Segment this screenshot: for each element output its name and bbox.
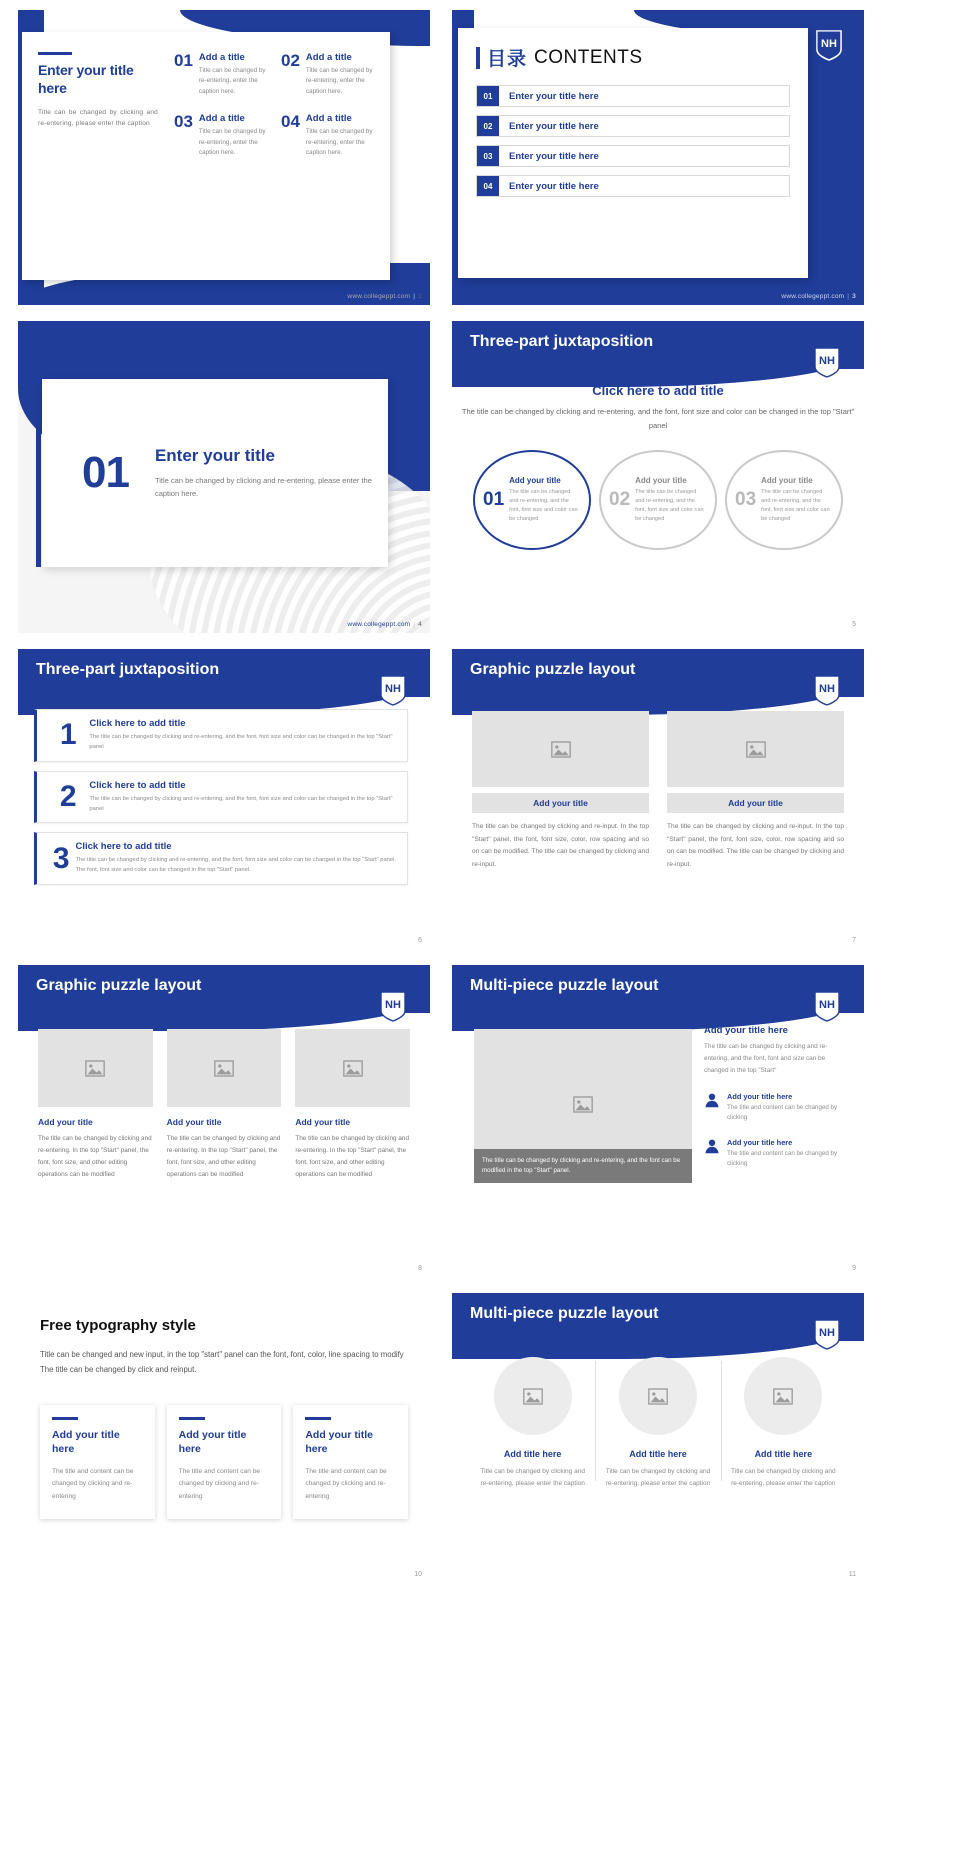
slide-9[interactable]: [452, 965, 864, 1277]
contents-title-en: CONTENTS: [534, 46, 643, 68]
list-item[interactable]: [476, 175, 790, 197]
list-item[interactable]: [476, 85, 790, 107]
image-placeholder-icon: [214, 1060, 234, 1077]
card[interactable]: [293, 1405, 408, 1519]
item-number: 01: [477, 86, 499, 106]
svg-text:NH: NH: [385, 683, 401, 695]
item-desc: Title can be changed by re-entering, enter the caption here.: [305, 128, 373, 156]
slide-2-items: [174, 52, 374, 158]
svg-text:NH: NH: [385, 999, 401, 1011]
slide-7-header-title: Graphic puzzle layout: [470, 661, 636, 678]
column-title: Add your title: [38, 1117, 93, 1127]
slide-2-left-block: [38, 52, 158, 129]
panel-title: Add your title here: [704, 1025, 788, 1036]
slide-2-title: Enter your title here: [38, 62, 134, 96]
footer-site: www.collegeppt.com: [347, 293, 411, 300]
item-title: Add a title: [305, 52, 352, 63]
slide-11-header-title: Multi-piece puzzle layout: [470, 1305, 659, 1322]
item-title: Click here to add title: [75, 841, 172, 853]
slide-8-header-curve: [18, 995, 430, 1031]
list-item[interactable]: [476, 115, 790, 137]
slide-11-columns: [470, 1357, 846, 1491]
list-item[interactable]: [34, 771, 408, 824]
content-column: [595, 1357, 720, 1491]
card-title: Add your title here: [305, 1429, 374, 1455]
column-title: Add title here: [629, 1449, 687, 1459]
contents-title-cn: 目录: [487, 49, 528, 70]
image-placeholder-icon: [85, 1060, 105, 1077]
slide-5-title: Click here to add title: [592, 383, 724, 398]
content-column: [667, 711, 844, 871]
accent-rule: [52, 1417, 78, 1420]
svg-text:NH: NH: [819, 683, 835, 695]
slide-3-heading: [476, 44, 790, 71]
page-number: 8: [418, 1265, 422, 1272]
item-title: Click here to add title: [89, 779, 186, 791]
page-number: 10: [414, 1571, 422, 1578]
slide-5-header-curve: [452, 351, 864, 387]
column-desc: The title can be changed by clicking and re-entering. In the top "Start" panel, the font, font size, and other editing operations can be modified: [38, 1135, 152, 1178]
item-number: 03: [735, 489, 757, 510]
item-desc: Title can be changed by re-entering, enter the caption here.: [198, 128, 266, 156]
accent-bar: [36, 379, 41, 567]
contents-list: [476, 85, 790, 197]
item-number: 02: [609, 489, 631, 510]
item-desc: The title can be changed by clicking and re-entering, and the font, font size and color can be changed in the top "Start" panel: [89, 795, 393, 812]
item-number: 04: [281, 112, 300, 132]
slide-4-title: Enter your title: [154, 445, 275, 465]
slide-4-card: [42, 379, 388, 567]
card-title: Add your title here: [52, 1429, 120, 1455]
accent-bar: [476, 47, 480, 69]
item-desc: The title can be changed and re-entering, and the font, font size and color can be changed: [761, 489, 830, 522]
column-desc: The title can be changed by clicking and re-entering. In the top "Start" panel, the font, font size, and other editing operations can be modified: [166, 1135, 281, 1178]
accent-rule: [305, 1417, 331, 1420]
slide-6-list: [34, 709, 408, 894]
accent-rule: [38, 52, 72, 55]
slide-3-card: [458, 28, 808, 278]
user-icon: [704, 1138, 720, 1154]
item-number: 2: [59, 780, 77, 814]
shield-nh-logo-icon: [814, 1319, 840, 1350]
list-item[interactable]: [704, 1138, 850, 1170]
item-title: Add a title: [305, 113, 352, 125]
image-placeholder-icon: [551, 741, 571, 758]
item-desc: The title can be changed by clicking and re-entering, and the font, font size and color can be changed in the top "Start" panel. The font, font size and color can be changed in the top "Start" panel.: [75, 857, 397, 874]
slide-7-columns: [472, 711, 844, 871]
item-number: 03: [174, 112, 193, 132]
slide-7-header-curve: [452, 679, 864, 715]
item-label: Enter your title here: [509, 180, 599, 192]
slide-11-header-curve: [452, 1323, 864, 1359]
slide-2-subtitle: Title can be changed by clicking and re-entering, please enter the caption: [38, 109, 158, 128]
slide-10-title: Free typography style: [40, 1317, 196, 1334]
card-desc: The title and content can be changed by clicking and re-entering: [178, 1468, 261, 1500]
page-number: 5: [852, 621, 856, 628]
image-placeholder[interactable]: [494, 1357, 572, 1435]
image-placeholder-icon: [523, 1388, 543, 1405]
image-placeholder[interactable]: [744, 1357, 822, 1435]
image-placeholder-icon: [343, 1060, 363, 1077]
item-label: Enter your title here: [509, 150, 599, 162]
image-placeholder[interactable]: [38, 1029, 153, 1107]
list-item[interactable]: [704, 1092, 850, 1124]
item-desc: Title can be changed by re-entering, enter the caption here.: [305, 67, 373, 95]
item-number: 3: [52, 841, 70, 875]
slide-9-right-panel: [704, 1025, 850, 1170]
item-title: Add your title: [635, 476, 687, 486]
user-icon: [704, 1092, 720, 1108]
circle-item[interactable]: [725, 450, 843, 550]
slide-3-footer: www.collegeppt.com | 3: [781, 293, 856, 300]
column-title: Add title here: [503, 1449, 562, 1459]
slide-2-card: [22, 32, 390, 280]
slide-5-body: [452, 383, 864, 550]
content-column: [721, 1357, 846, 1491]
card-title: Add your title here: [178, 1429, 247, 1455]
shield-nh-logo-icon: [814, 347, 840, 378]
card-desc: The title and content can be changed by clicking and re-entering: [52, 1468, 134, 1500]
item-desc: Title can be changed by re-entering, enter the caption here.: [198, 67, 266, 95]
slide-8[interactable]: [18, 965, 430, 1277]
shield-nh-logo-icon: [380, 991, 406, 1022]
item-title: Add your title here: [727, 1091, 793, 1101]
slide-5-subtitle: The title can be changed by clicking and re-entering, and the font, font size and color can be changed in the top "Start" panel: [461, 407, 855, 430]
card-desc: The title and content can be changed by clicking and re-entering: [305, 1468, 387, 1500]
shield-nh-logo-icon: [380, 675, 406, 706]
item-title: Add a title: [198, 113, 245, 125]
slide-5[interactable]: [452, 321, 864, 633]
content-column: [472, 711, 649, 871]
image-placeholder-icon: [648, 1388, 668, 1405]
item-title: Add your title: [509, 476, 561, 486]
list-item[interactable]: [281, 113, 374, 158]
content-column: [295, 1029, 410, 1180]
page-number: 6: [418, 937, 422, 944]
slide-8-header-title: Graphic puzzle layout: [36, 977, 202, 994]
list-item[interactable]: [476, 145, 790, 167]
item-number: 01: [174, 51, 193, 70]
section-number: 01: [82, 448, 129, 497]
item-title: Add your title here: [727, 1137, 793, 1147]
image-placeholder[interactable]: [295, 1029, 410, 1107]
page-number: 7: [852, 937, 856, 944]
image-caption: Add your title: [472, 793, 649, 813]
image-placeholder[interactable]: [167, 1029, 282, 1107]
page-number: 4: [418, 621, 422, 628]
item-desc: The title can be changed and re-entering, and the font, font size and color can be changed: [635, 489, 704, 522]
item-desc: The title can be changed and re-entering, and the font, font size and color can be changed: [509, 489, 578, 522]
page-number: 9: [852, 1265, 856, 1272]
item-number: 03: [477, 146, 499, 166]
list-item[interactable]: [34, 709, 408, 762]
list-item[interactable]: [174, 113, 267, 158]
shield-nh-logo-icon: [816, 30, 842, 61]
image-placeholder[interactable]: [472, 711, 649, 787]
slide-2[interactable]: [18, 10, 430, 305]
column-desc: Title can be changed by clicking and re-entering, please enter the caption: [605, 1468, 711, 1488]
svg-text:NH: NH: [819, 999, 835, 1011]
item-label: Enter your title here: [509, 90, 599, 102]
shield-nh-logo-icon: [814, 991, 840, 1022]
content-column: [38, 1029, 153, 1180]
column-title: Add title here: [754, 1449, 813, 1459]
slide-11[interactable]: [452, 1293, 864, 1583]
list-item[interactable]: [281, 52, 374, 97]
slide-4[interactable]: [18, 321, 430, 633]
item-number: 02: [477, 116, 499, 136]
item-label: Enter your title here: [509, 120, 599, 132]
image-caption: Add your title: [667, 793, 844, 813]
item-title: Add your title: [761, 476, 813, 486]
column-desc: The title can be changed by clicking and re-input. In the top "Start" panel, the font, font size, color, row spacing and so on can be modified. The title can be changed by clicking and re-input.: [472, 823, 649, 868]
slide-7[interactable]: [452, 649, 864, 949]
slide-4-footer: www.collegeppt.com | 4: [347, 621, 422, 628]
svg-text:NH: NH: [819, 355, 835, 367]
slide-9-header-title: Multi-piece puzzle layout: [470, 977, 659, 994]
svg-text:NH: NH: [821, 38, 837, 50]
column-title: Add your title: [166, 1117, 222, 1127]
slide-6-header-title: Three-part juxtaposition: [36, 661, 220, 678]
page-number: 11: [848, 1571, 856, 1578]
slide-10-cards: [40, 1405, 408, 1519]
svg-text:NH: NH: [819, 1327, 835, 1339]
card[interactable]: [40, 1405, 155, 1519]
content-column: [470, 1357, 595, 1491]
card[interactable]: [167, 1405, 282, 1519]
item-number: 01: [483, 489, 505, 510]
slide-10-subtitle: Title can be changed and new input, in the top "start" panel can the font, font, color, line spacing to modify The title can be changed by click and reinput.: [40, 1350, 404, 1375]
image-caption: The title can be changed by clicking and re-entering, and the font can be modified in the top "Start" panel.: [474, 1149, 692, 1183]
item-number: 1: [59, 718, 77, 752]
column-title: Add your title: [295, 1117, 351, 1127]
image-placeholder-icon: [773, 1388, 793, 1405]
list-item[interactable]: [34, 832, 408, 885]
image-placeholder-icon: [746, 741, 766, 758]
circle-item[interactable]: [599, 450, 717, 550]
column-desc: Title can be changed by clicking and re-entering, please enter the caption: [731, 1468, 836, 1488]
item-title: Add a title: [198, 52, 245, 63]
slide-2-footer: www.collegeppt.com | 2: [347, 293, 422, 300]
column-desc: The title can be changed by clicking and re-entering. In the top "Start" panel, the font, font size, and other editing operations can be modified: [295, 1135, 410, 1178]
item-title: Click here to add title: [89, 718, 186, 729]
list-item[interactable]: [174, 52, 267, 97]
content-column: [167, 1029, 282, 1180]
item-desc: The title and content can be changed by clicking: [727, 1149, 838, 1168]
slide-5-circle-group: [452, 450, 864, 550]
slide-4-subtitle: Title can be changed by clicking and re-entering, please enter the caption here.: [154, 475, 372, 498]
slide-3[interactable]: [452, 10, 864, 305]
panel-desc: The title can be changed by clicking and re-entering, and the font, font and size can be changed in the top "Start": [704, 1043, 828, 1075]
column-desc: Title can be changed by clicking and re-entering, please enter the caption: [480, 1468, 585, 1488]
page-number: 3: [852, 293, 856, 300]
item-desc: The title can be changed by clicking and re-entering, and the font, font size and color can be changed in the top "Start" panel: [89, 734, 393, 750]
accent-rule: [179, 1417, 205, 1420]
slide-5-header-title: Three-part juxtaposition: [470, 333, 654, 350]
circle-item[interactable]: [473, 450, 591, 550]
slide-8-columns: [38, 1029, 410, 1180]
image-placeholder-icon: [573, 1096, 593, 1113]
slide-10[interactable]: [18, 1293, 430, 1583]
slide-6[interactable]: [18, 649, 430, 949]
image-placeholder[interactable]: [667, 711, 844, 787]
image-placeholder[interactable]: [619, 1357, 697, 1435]
item-number: 02: [281, 51, 300, 70]
shield-nh-logo-icon: [814, 675, 840, 706]
item-desc: The title and content can be changed by clicking: [727, 1103, 838, 1122]
footer-site: www.collegeppt.com: [347, 621, 411, 628]
footer-site: www.collegeppt.com: [781, 293, 845, 300]
page-number: 2: [418, 293, 422, 300]
item-number: 04: [477, 176, 499, 196]
column-desc: The title can be changed by clicking and re-input. In the top "Start" panel, the font, font size, color, row spacing and so on can be modified. The title can be changed by clicking and re-input.: [667, 823, 844, 868]
